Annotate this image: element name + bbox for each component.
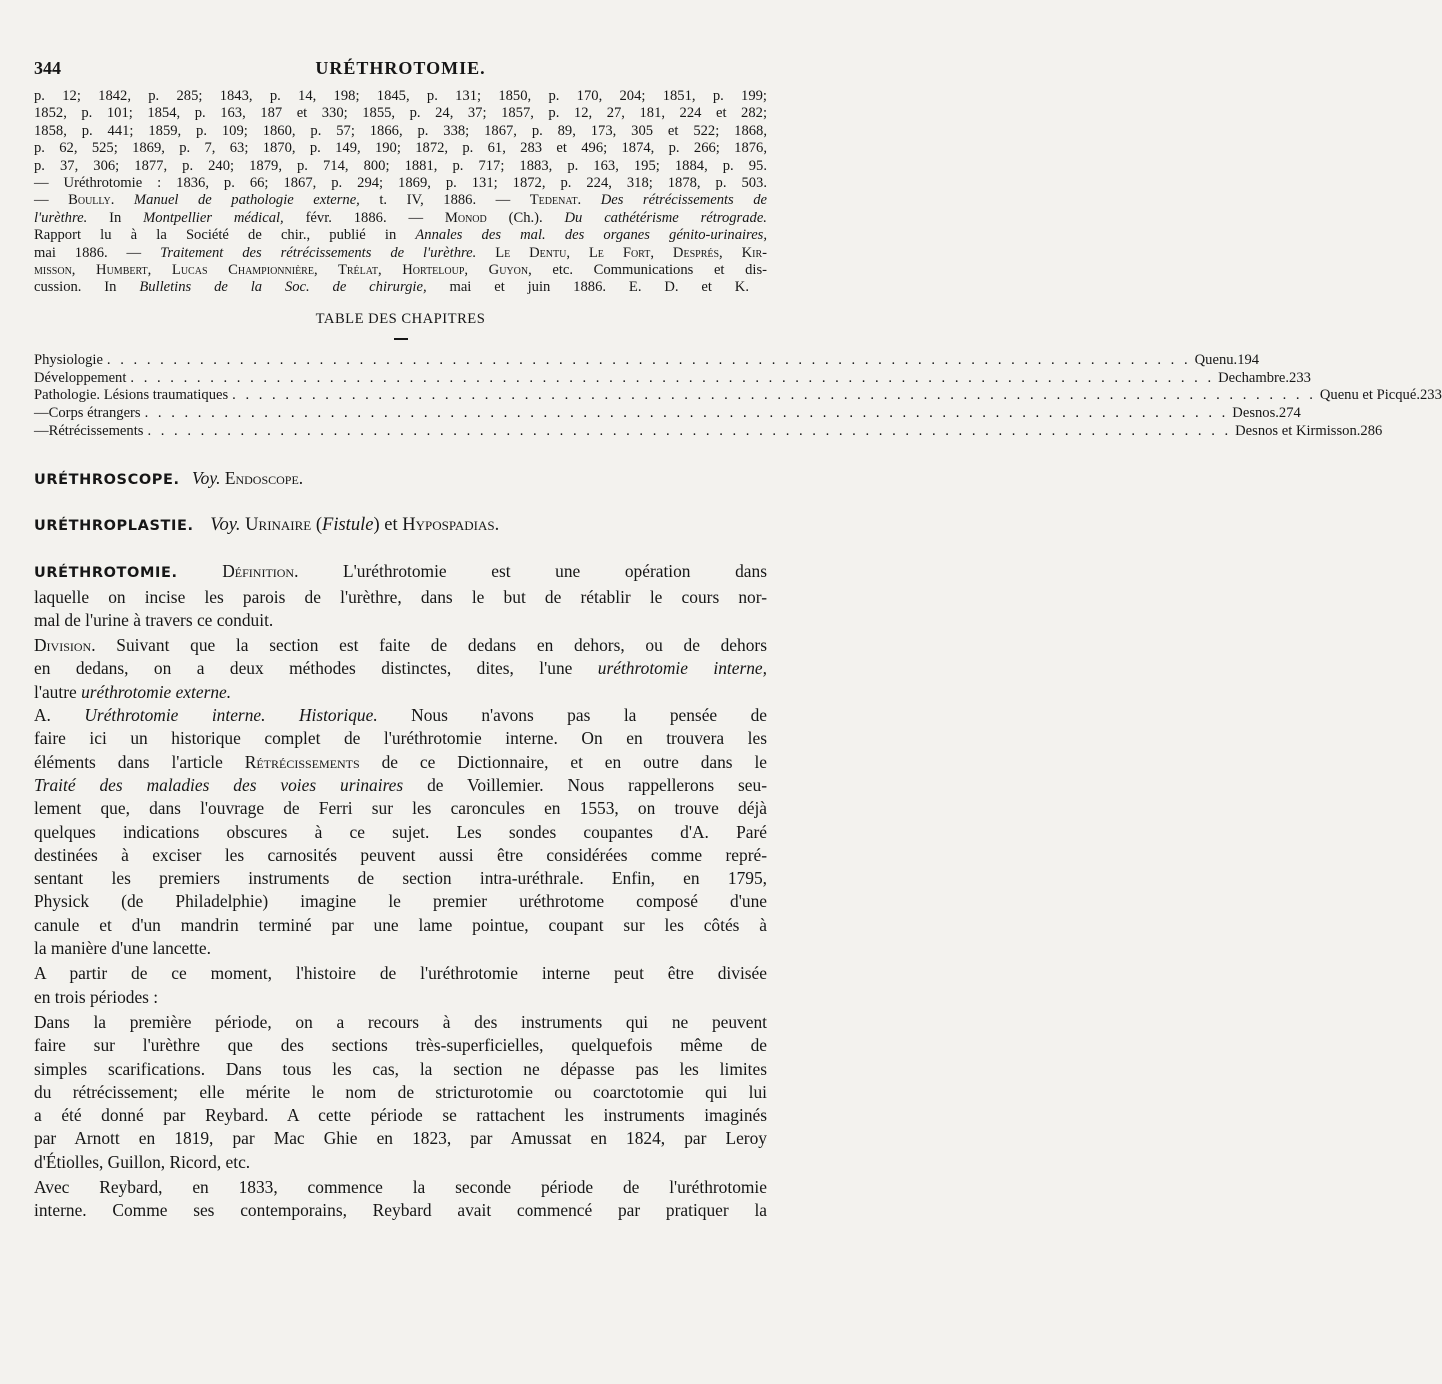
toc-title: TABLE DES CHAPITRES <box>315 310 486 327</box>
division-text: Suivant que la section est faite de dedans en dehors, ou de dehors <box>116 635 767 656</box>
dictionary-page <box>34 58 1442 1223</box>
journal-title: Montpellier médical, <box>143 209 284 226</box>
text-line: sentant les premiers instruments de section intra-uréthrale. Enfin, en 1795, <box>34 868 767 889</box>
toc-author: Quenu. <box>1194 351 1238 368</box>
biblio-line: p. 12; 1842, p. 285; 1843, p. 14, 198; 1845, p. 131; 1850, p. 170, 204; 1851, p. 199; <box>34 88 767 104</box>
toc-row <box>34 351 1260 370</box>
ref-text: mai et juin 1886. <box>426 279 607 296</box>
historique-text: de Voillemier. Nous rappellerons seu- <box>403 774 767 795</box>
bibliography <box>34 88 767 297</box>
toc-row <box>34 369 1311 388</box>
text-line <box>34 560 767 585</box>
work-title: Des rétrécissements de <box>581 192 768 209</box>
biblio-line: — Uréthrotomie : 1836, p. 66; 1867, p. 294; 1869, p. 131; 1872, p. 224, 318; 1878, p. 503. <box>34 175 767 192</box>
term: uréthrotomie interne, <box>597 658 767 679</box>
cross-reference-link[interactable]: Hypospadias. <box>402 515 500 536</box>
text-line: a été donné par Reybard. A cette période se rattachent les instruments imaginés <box>34 1105 767 1126</box>
text-line <box>34 681 767 704</box>
subsection-title: Uréthrotomie interne. <box>84 705 266 726</box>
book-title: Traité des maladies des voies urinaires <box>34 774 404 795</box>
text-line <box>34 634 767 657</box>
toc-row <box>34 405 1301 423</box>
text-line: d'Étiolles, Guillon, Ricord, etc. <box>34 1151 251 1172</box>
author-name: Boully. <box>68 192 115 209</box>
toc-row <box>34 423 1383 441</box>
text-line: A partir de ce moment, l'histoire de l'uréthrotomie interne peut être divisée <box>34 963 767 984</box>
text-line: mal de l'urine à travers ce conduit. <box>34 609 274 630</box>
historique-text: Nous n'avons pas la pensée de <box>411 705 768 726</box>
biblio-ref-line <box>34 210 767 227</box>
section-label: Définition. <box>222 561 299 582</box>
entry-urethrotomie <box>34 560 767 1222</box>
biblio-line: p. 62, 525; 1869, p. 7, 63; 1870, p. 149, 190; 1872, p. 61, 283 et 496; 1874, p. 266; 1876, <box>34 140 767 157</box>
entry-urethroscope <box>34 467 767 492</box>
space <box>476 245 495 261</box>
toc-author: Desnos et Kirmisson. <box>1235 423 1361 440</box>
work-title: Traitement des rétrécissements de l'urèthre. <box>160 244 477 261</box>
author-names: misson, Humbert, Lucas Championnière, Trélat, Horteloup, Guyon, <box>34 262 532 279</box>
signature: E. D. et K. <box>628 279 749 296</box>
dash: — <box>34 192 69 209</box>
toc-indent: — <box>34 405 49 422</box>
text-line: du rétrécissement; elle mérite le nom de stricturotomie ou coarctotomie qui lui <box>34 1081 767 1102</box>
text-line: Physick (de Philadelphie) imagine le premier uréthrotome composé d'une <box>34 891 767 912</box>
ref-text: mai 1886. — <box>34 244 161 261</box>
biblio-ref-line <box>34 227 767 244</box>
voy-label: Voy. <box>210 515 241 536</box>
work-title: l'urèthre. <box>34 209 88 226</box>
author-name: Monod <box>444 209 487 226</box>
toc-leader: . . . . . . . . . . . . . . . . . . . . . . . . . . . . . . . . . . . . . . . . . . . . . . . . . . . . . . . . . . . . . . . . . . . . . . . . . . . . . . . . . . <box>130 369 1215 386</box>
toc-author: Dechambre. <box>1218 369 1290 386</box>
toc-page: 194 <box>1237 351 1260 368</box>
ref-text: etc. Communications et dis- <box>531 262 767 279</box>
text-line: quelques indications obscures à ce sujet. Les sondes coupantes d'A. Paré <box>34 821 767 842</box>
historique-text: de ce Dictionnaire, et en outre dans le <box>381 751 767 772</box>
toc-subject: Développement <box>34 369 127 386</box>
cross-reference-link[interactable]: Endoscope. <box>224 467 304 488</box>
headword: URÉTHROSCOPE. <box>34 471 180 488</box>
text-line <box>34 774 767 797</box>
cross-reference-link[interactable]: Rétrécissements <box>244 751 360 772</box>
biblio-line: 1858, p. 441; 1859, p. 109; 1860, p. 57; 1866, p. 338; 1867, p. 89, 173, 305 et 522; 1868, <box>34 122 767 139</box>
biblio-line: 1852, p. 101; 1854, p. 163, 187 et 330; 1855, p. 24, 37; 1857, p. 12, 27, 181, 224 et 282; <box>34 105 767 122</box>
headword: URÉTHROTOMIE. <box>34 565 178 582</box>
journal-title: Bulletins de la Soc. de chirurgie, <box>139 279 427 296</box>
text-line: Avec Reybard, en 1833, commence la seconde période de l'uréthrotomie <box>34 1176 767 1197</box>
toc-author: Quenu et Picqué. <box>1319 387 1420 404</box>
toc-subject: Corps étrangers <box>48 405 141 422</box>
ref-text: Rapport lu à la Société de chir., publié in <box>34 227 416 244</box>
text-line: interne. Comme ses contemporains, Reybard avait commencé par pratiquer la <box>34 1200 767 1221</box>
toc-subject: Physiologie <box>34 351 103 368</box>
toc-page: 233 <box>1419 387 1442 404</box>
toc-subject: Rétrécissements <box>48 423 144 440</box>
entry-urethroplastie: URÉTHROPLASTIE. Voy. Urinaire (Fistule) et Hypospadias. <box>34 515 500 536</box>
headword: URÉTHROPLASTIE. <box>34 518 194 535</box>
toc-page: 286 <box>1360 423 1383 440</box>
text-line: laquelle on incise les parois de l'urèthre, dans le but de rétablir le cours nor- <box>34 586 767 607</box>
toc-page: 233 <box>1289 369 1311 386</box>
ref-text: févr. 1886. — <box>283 209 445 226</box>
text-line <box>34 704 767 727</box>
text-line: canule et d'un mandrin terminé par une lame pointue, coupant sur les côtés à <box>34 914 767 935</box>
toc-indent: — <box>34 423 49 440</box>
text-line: lement que, dans l'ouvrage de Ferri sur les caroncules en 1553, on trouve déjà <box>34 798 767 819</box>
page-number: 344 <box>34 58 61 78</box>
toc-subject: Pathologie. Lésions traumatiques <box>34 387 229 404</box>
toc-leader: . . . . . . . . . . . . . . . . . . . . . . . . . . . . . . . . . . . . . . . . . . . . . . . . . . . . . . . . . . . . . . . . . . . . . . . . . . . . . . . . . . <box>106 351 1191 368</box>
toc-row <box>34 387 1442 405</box>
cross-reference-link[interactable]: Urinaire <box>245 515 312 536</box>
work-title: Manuel de pathologie externe, <box>114 192 360 209</box>
text-line: en trois périodes : <box>34 986 159 1007</box>
subsection-title: Historique. <box>298 705 378 726</box>
toc-leader: . . . . . . . . . . . . . . . . . . . . . . . . . . . . . . . . . . . . . . . . . . . . . . . . . . . . . . . . . . . . . . . . . . . . . . . . . . . . . . . . . . <box>147 423 1232 440</box>
historique-text: éléments dans l'article <box>34 751 245 772</box>
text-line: Dans la première période, on a recours à des instruments qui ne peuvent <box>34 1011 767 1032</box>
cross-reference-qualifier: Fistule <box>322 515 374 536</box>
biblio-ref-line <box>34 192 767 209</box>
biblio-ref-line <box>34 245 767 262</box>
toc-leader: . . . . . . . . . . . . . . . . . . . . . . . . . . . . . . . . . . . . . . . . . . . . . . . . . . . . . . . . . . . . . . . . . . . . . . . . . . . . . . . . . . <box>232 387 1316 404</box>
biblio-ref-line <box>34 262 767 279</box>
division-text: l'autre <box>34 681 82 702</box>
ref-text: t. IV, 1886. — <box>359 192 530 209</box>
division-text: en dedans, on a deux méthodes distinctes, dites, l'une <box>34 658 598 679</box>
running-title: URÉTHROTOMIE. <box>315 58 486 78</box>
ref-text: In <box>87 209 144 226</box>
page-header <box>34 58 767 88</box>
text-line <box>34 751 767 774</box>
biblio-ref-line <box>34 279 767 296</box>
text-line: la manière d'une lancette. <box>34 938 211 959</box>
toc-page: 274 <box>1278 405 1301 422</box>
author-names: Le Dentu, Le Fort, Després, Kir- <box>495 244 767 261</box>
term: uréthrotomie externe. <box>81 681 232 702</box>
section-letter: A. <box>34 705 85 726</box>
text-line: faire sur l'urèthre que des sections très-superficielles, quelquefois même de <box>34 1035 767 1056</box>
voy-label: Voy. <box>191 467 221 488</box>
text-line: par Arnott en 1819, par Mac Ghie en 1823, par Amussat en 1824, par Leroy <box>34 1128 767 1149</box>
text-line: simples scarifications. Dans tous les cas, la section ne dépasse pas les limites <box>34 1058 767 1079</box>
conjunction: et <box>379 515 403 536</box>
text-line <box>34 657 767 680</box>
definition-text: L'uréthrotomie est une opération dans <box>343 561 767 582</box>
toc-divider <box>394 338 408 340</box>
table-of-chapters <box>34 351 1442 441</box>
ref-text: cussion. In <box>34 279 140 296</box>
author-name: Tedenat. <box>529 192 582 209</box>
text-line: faire ici un historique complet de l'uréthrotomie interne. On en trouvera les <box>34 728 767 749</box>
toc-leader: . . . . . . . . . . . . . . . . . . . . . . . . . . . . . . . . . . . . . . . . . . . . . . . . . . . . . . . . . . . . . . . . . . . . . . . . . . . . . . . . . . <box>144 405 1229 422</box>
section-label: Division. <box>34 635 96 656</box>
biblio-line: p. 37, 306; 1877, p. 240; 1879, p. 714, 800; 1881, p. 717; 1883, p. 163, 195; 1884, p. 95. <box>34 157 767 174</box>
text-line: destinées à exciser les carnosités peuvent aussi être considérées comme repré- <box>34 844 767 865</box>
toc-author: Desnos. <box>1232 405 1279 422</box>
ref-text: (Ch.). <box>486 209 565 226</box>
work-title: Du cathétérisme rétrograde. <box>564 209 767 226</box>
journal-title: Annales des mal. des organes génito-urinaires, <box>415 227 767 244</box>
